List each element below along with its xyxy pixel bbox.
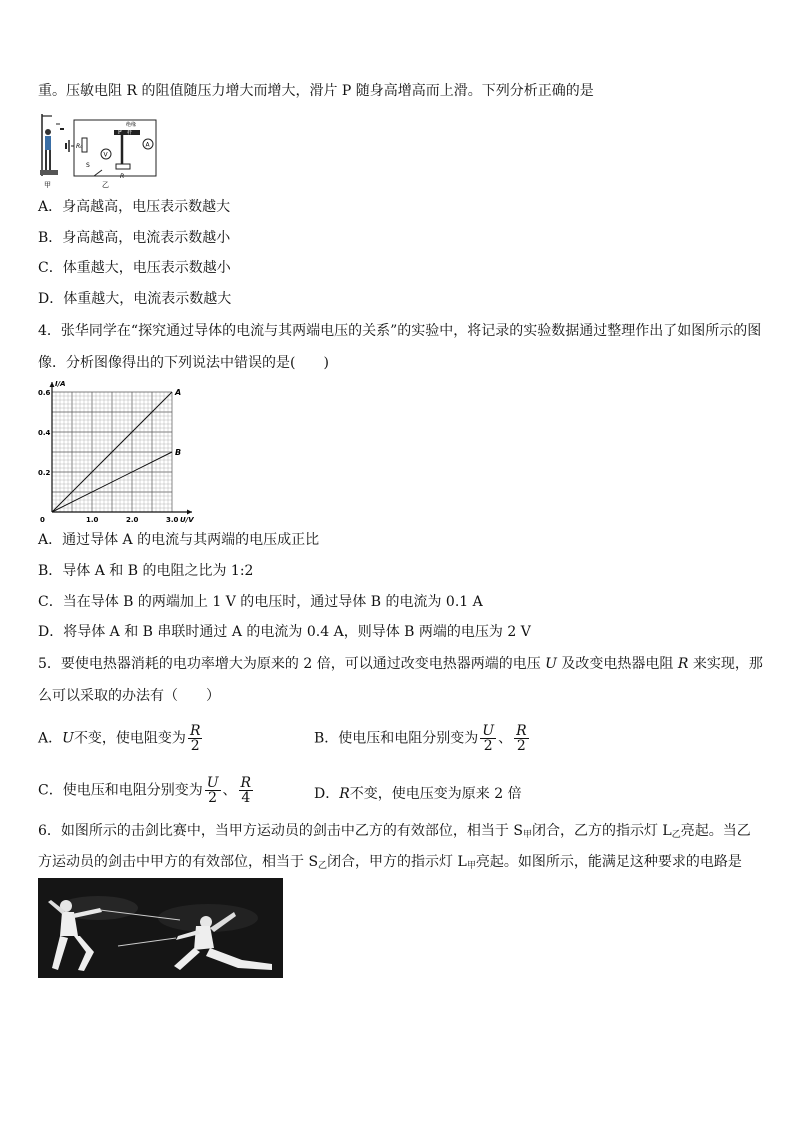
q6-stem-line2: 方运动员的剑击中甲方的有效部位，相当于 $S_乙$闭合，甲方的指示灯 $L_甲$亮起。如图所示，能满足这种要求的电路是 (38, 854, 742, 871)
q4-option-c: C．当在导体 B 的两端加上 1 V 的电压时，通过导体 B 的电流为 0.1 A (38, 594, 483, 610)
x-tick-label: 0 (40, 516, 45, 524)
q4-stem-line1: 4．张华同学在“探究通过导体的电流与其两端电压的关系”的实验中，将记录的实验数据通过整理作出了如图所示的图 (38, 323, 762, 339)
series-label-b: B (175, 448, 182, 457)
fraction-r-over-4: $\frac{R}{4}$ (240, 775, 252, 806)
y-tick-label: 0.2 (38, 469, 51, 477)
y-tick-label: 0.4 (38, 429, 51, 437)
q3-option-a: A．身高越高，电压表示数越大 (38, 199, 231, 215)
label-insulator: 绝缘 (126, 122, 137, 128)
q3-stem: 重。压敏电阻 R 的阻值随压力增大而增大，滑片 P 随身高增高而上滑。下列分析正确的是 (38, 83, 594, 99)
y-axis-arrow (50, 382, 55, 387)
q5-symbol-r: R (677, 656, 689, 672)
label-a: A (145, 141, 150, 149)
y-tick-label: 0.6 (38, 389, 51, 397)
label-s: S (86, 162, 90, 169)
q4-option-b: B．导体 A 和 B 的电阻之比为 1:2 (38, 563, 254, 579)
q6-stem-line1: 6．如图所示的击剑比赛中，当甲方运动员的剑击中乙方的有效部位，相当于 $S_甲$闭合，乙方的指示灯 $L_乙$亮起。当乙 (38, 823, 751, 840)
q3-circuit-figure (38, 110, 162, 190)
label-r: R (120, 173, 125, 180)
x-tick-label: 1.0 (86, 516, 99, 524)
fraction-r-over-2: $\frac{R}{2}$ (189, 723, 201, 754)
q3-option-d: D．体重越大，电流表示数越大 (38, 291, 232, 307)
q5-option-a: A．U不变，使电阻变为 $\frac{R}{2}$ (38, 723, 201, 754)
label-yi: 乙 (102, 181, 109, 189)
q5-option-c: C．使电压和电阻分别变为 $\frac{U}{2}$ 、 $\frac{R}{4}$ (38, 775, 252, 806)
x-tick-label: 3.0 (166, 516, 179, 524)
q5-stem-line2: 么可以采取的办法有（ ） (38, 688, 220, 704)
label-p: P (118, 129, 122, 136)
q5-stem-line1 (38, 656, 763, 672)
fraction-u-over-2: $\frac{U}{2}$ (482, 723, 495, 754)
q4-stem-line2: 像．分析图像得出的下列说法中错误的是( ) (38, 355, 329, 371)
q5-text-a: 5．要使电热器消耗的电功率增大为原来的 2 倍，可以通过改变电热器两端的电压 (38, 656, 546, 672)
q3-option-b: B．身高越高，电流表示数越小 (38, 230, 231, 246)
q5-option-d: D．R不变，使电压变为原来 2 倍 (314, 786, 522, 802)
x-axis-label: U/V (180, 516, 194, 524)
fraction-r-over-2: $\frac{R}{2}$ (516, 723, 527, 754)
label-v: V (103, 151, 108, 159)
q4-option-d: D．将导体 A 和 B 串联时通过 A 的电流为 0.4 A，则导体 B 两端的电压为 2 V (38, 624, 531, 640)
x-axis-arrow (187, 510, 192, 515)
fencing-photo (38, 878, 283, 978)
q5-text-b: 及改变电热器电阻 (556, 656, 678, 672)
q5-symbol-u: U (545, 656, 557, 672)
chart-axes (50, 382, 193, 515)
series-label-a: A (175, 388, 182, 397)
fraction-u-over-2: $\frac{U}{2}$ (206, 775, 219, 806)
q4-option-a: A．通过导体 A 的电流与其两端的电压成正比 (38, 532, 320, 548)
label-r0: R₀ (76, 143, 83, 150)
label-jia: 甲 (44, 181, 51, 189)
x-tick-label: 2.0 (126, 516, 139, 524)
q5-text-c: 来实现，那 (688, 656, 763, 672)
y-axis-label: I/A (55, 380, 66, 388)
q5-option-b: B．使电压和电阻分别变为 $\frac{U}{2}$ 、 $\frac{R}{2}$ (314, 723, 527, 754)
iv-chart (38, 380, 213, 530)
q3-option-c: C．体重越大，电压表示数越小 (38, 260, 231, 276)
label-rod: 杆 (127, 130, 133, 136)
